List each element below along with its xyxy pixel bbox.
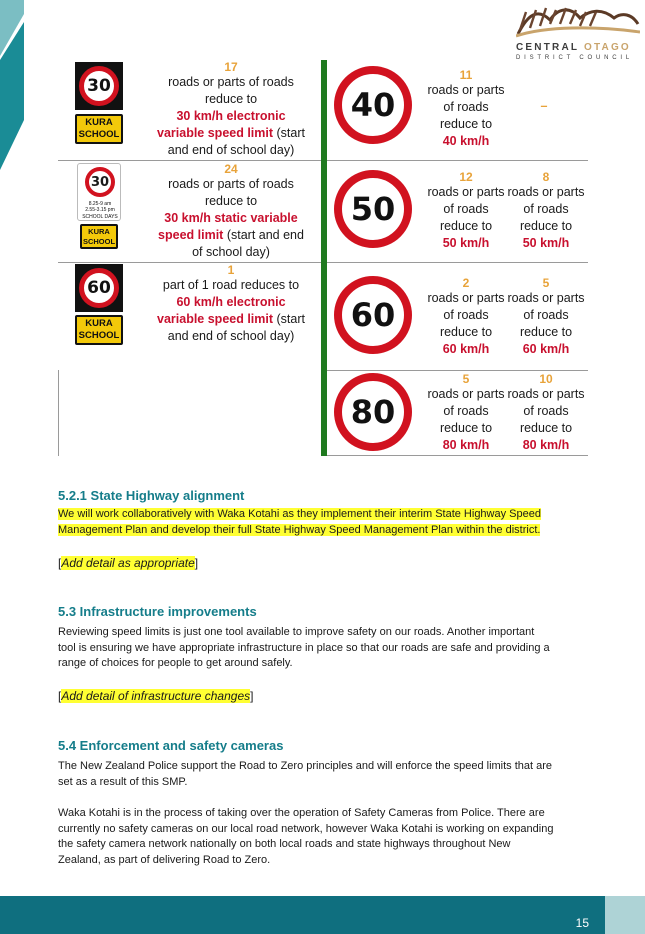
paragraph-line: tool is ensuring we have appropriate infrastructure in place so that our roads are safe and providing a <box>58 641 550 654</box>
row3-col2-description <box>504 276 588 358</box>
road-count: 2 <box>462 276 470 290</box>
add-detail-placeholder <box>58 556 588 572</box>
page-edge-decoration <box>0 0 24 170</box>
desc-line: (start <box>273 126 305 140</box>
row-separator <box>327 160 588 161</box>
speed-highlight: 50 km/h <box>522 236 570 250</box>
speed-60-electronic-sign <box>75 264 123 312</box>
enforcement-paragraph-1 <box>58 759 588 790</box>
footer-accent <box>605 896 645 934</box>
paragraph-line: Reviewing speed limits is just one tool available to improve safety on our roads. Another important <box>58 626 535 638</box>
desc-line: of roads <box>523 202 569 216</box>
road-count: 12 <box>459 170 473 184</box>
speed-highlight: variable speed limit <box>157 312 274 326</box>
speed-60-sign: 60 <box>334 276 412 354</box>
enforcement-paragraph-2 <box>58 806 588 868</box>
desc-line: of roads <box>443 100 489 114</box>
speed-highlight: 60 km/h electronic <box>176 295 286 309</box>
road-count: 5 <box>462 372 470 386</box>
speed-highlight: 80 km/h <box>522 438 570 452</box>
row2-col2-description <box>504 170 588 252</box>
kura-label: KURA <box>85 318 113 329</box>
bracket: ] <box>250 689 254 703</box>
speed-highlight: 60 km/h <box>442 342 490 356</box>
logo-wordmark: CENTRAL OTAGO <box>516 42 631 53</box>
page-number: 15 <box>575 916 589 930</box>
row4-col1-description <box>422 372 510 454</box>
mountains-logo-icon <box>516 4 640 40</box>
desc-line: reduce to <box>519 219 573 233</box>
bracket: [ <box>58 689 62 703</box>
row4-col2-description <box>504 372 588 454</box>
section-heading-state-highway: 5.2.1 State Highway alignment <box>58 488 245 503</box>
paragraph-line: range of choices for people to get around safely. <box>58 657 293 669</box>
speed-highlight: 30 km/h static variable <box>164 211 298 225</box>
roundel-30-label: 30 <box>85 167 115 197</box>
desc-line: roads or parts of roads <box>168 75 294 89</box>
school-label: SCHOOL <box>78 129 120 140</box>
speed-50-sign: 50 <box>334 170 412 248</box>
council-logo <box>516 4 640 64</box>
speed-80-sign: 80 <box>334 373 412 451</box>
speed-limit-table <box>58 60 588 456</box>
roundel-30-label: 30 <box>79 66 119 106</box>
desc-line: roads or parts <box>427 83 505 97</box>
desc-line: reduce to <box>439 421 493 435</box>
desc-line: reduce to <box>204 92 258 106</box>
row2-col1-description <box>422 170 510 252</box>
desc-line: of roads <box>443 308 489 322</box>
empty-cell-dash: – <box>540 99 548 113</box>
desc-line: roads or parts <box>427 185 505 199</box>
row3-col1-description <box>422 276 510 358</box>
add-infrastructure-placeholder <box>58 689 588 705</box>
roundel-60-label: 60 <box>79 268 119 308</box>
desc-line: roads or parts <box>507 387 585 401</box>
paragraph-line: currently no safety cameras on our local road network, however Waka Kotahi is working on expanding <box>58 822 554 835</box>
sign-times: 8.25-9 am <box>88 201 112 207</box>
paragraph-line: Zealand, as part of delivering Road to Zero. <box>58 853 271 866</box>
desc-line: (start <box>273 312 305 326</box>
road-count: 5 <box>542 276 550 290</box>
section-heading-enforcement: 5.4 Enforcement and safety cameras <box>58 738 284 753</box>
desc-line: of roads <box>443 404 489 418</box>
desc-line: reduce to <box>519 325 573 339</box>
speed-30-electronic-sign <box>75 62 123 110</box>
kura-school-sign <box>80 224 118 249</box>
road-count: 17 <box>224 60 238 74</box>
section-heading-infrastructure: 5.3 Infrastructure improvements <box>58 604 257 619</box>
speed-highlight: 50 km/h <box>442 236 490 250</box>
kura-label: KURA <box>88 227 110 236</box>
paragraph-line: We will work collaboratively with Waka Kotahi as they implement their interim State Highway Speed <box>58 508 541 520</box>
footer-band <box>0 896 645 934</box>
desc-line: reduce to <box>439 117 493 131</box>
school-label: SCHOOL <box>82 237 116 246</box>
speed-highlight: speed limit <box>158 228 224 242</box>
desc-line: roads or parts of roads <box>168 177 294 191</box>
paragraph-line: Waka Kotahi is in the process of taking over the operation of Safety Cameras from Police. There are <box>58 807 545 819</box>
desc-line: reduce to <box>519 421 573 435</box>
desc-line: (start and end <box>223 228 304 242</box>
desc-line: roads or parts <box>507 185 585 199</box>
sign-times: SCHOOL DAYS <box>82 214 118 220</box>
cell-border <box>58 370 59 456</box>
row1-col1-description <box>422 68 510 150</box>
state-highway-paragraph <box>58 507 588 538</box>
paragraph-line: the safety camera network nationally on both local roads and state highways throughout New <box>58 838 511 850</box>
placeholder-text: Add detail as appropriate <box>61 556 195 570</box>
desc-line: reduce to <box>439 325 493 339</box>
row-separator <box>327 370 588 371</box>
row-separator <box>327 262 588 263</box>
row-separator <box>58 160 321 161</box>
desc-line: and end of school day) <box>167 329 295 343</box>
bracket: [ <box>58 556 62 570</box>
table-divider-bar <box>321 60 327 456</box>
paragraph-line: The New Zealand Police support the Road to Zero principles and will enforce the speed limits that are <box>58 760 553 772</box>
infrastructure-paragraph <box>58 625 588 672</box>
row2-left-description <box>146 162 316 261</box>
road-count: 11 <box>459 68 473 82</box>
paragraph-line: set as a result of this SMP. <box>58 775 188 788</box>
desc-line: of roads <box>443 202 489 216</box>
bracket: ] <box>194 556 199 570</box>
desc-line: of school day) <box>192 245 270 259</box>
desc-line: part of 1 road reduces to <box>162 278 300 292</box>
paragraph-line: Management Plan and develop their full State Highway Speed Management Plan within the district. <box>58 523 541 536</box>
speed-highlight: variable speed limit <box>157 126 274 140</box>
speed-40-sign: 40 <box>334 66 412 144</box>
school-label: SCHOOL <box>78 330 120 341</box>
desc-line: roads or parts <box>507 291 585 305</box>
placeholder-text: Add detail of infrastructure changes <box>61 689 251 703</box>
desc-line: roads or parts <box>427 387 505 401</box>
logo-subtitle: DISTRICT COUNCIL <box>516 55 634 61</box>
speed-highlight: 40 km/h <box>442 134 490 148</box>
speed-highlight: 30 km/h electronic <box>176 109 286 123</box>
row1-left-description <box>146 60 316 159</box>
speed-30-static-sign <box>77 163 121 221</box>
desc-line: roads or parts <box>427 291 505 305</box>
kura-label: KURA <box>85 117 113 128</box>
road-count: 24 <box>224 162 238 176</box>
desc-line: reduce to <box>204 194 258 208</box>
row3-left-description <box>146 263 316 345</box>
desc-line: of roads <box>523 404 569 418</box>
kura-school-sign <box>75 114 123 144</box>
desc-line: reduce to <box>439 219 493 233</box>
speed-highlight: 80 km/h <box>442 438 490 452</box>
sign-times: 2.55-3.15 pm <box>85 207 115 213</box>
kura-school-sign <box>75 315 123 345</box>
row-separator <box>327 455 588 456</box>
desc-line: of roads <box>523 308 569 322</box>
speed-highlight: 60 km/h <box>522 342 570 356</box>
road-count: 10 <box>539 372 553 386</box>
desc-line: and end of school day) <box>167 143 295 157</box>
road-count: 8 <box>542 170 550 184</box>
road-count: 1 <box>227 263 235 277</box>
